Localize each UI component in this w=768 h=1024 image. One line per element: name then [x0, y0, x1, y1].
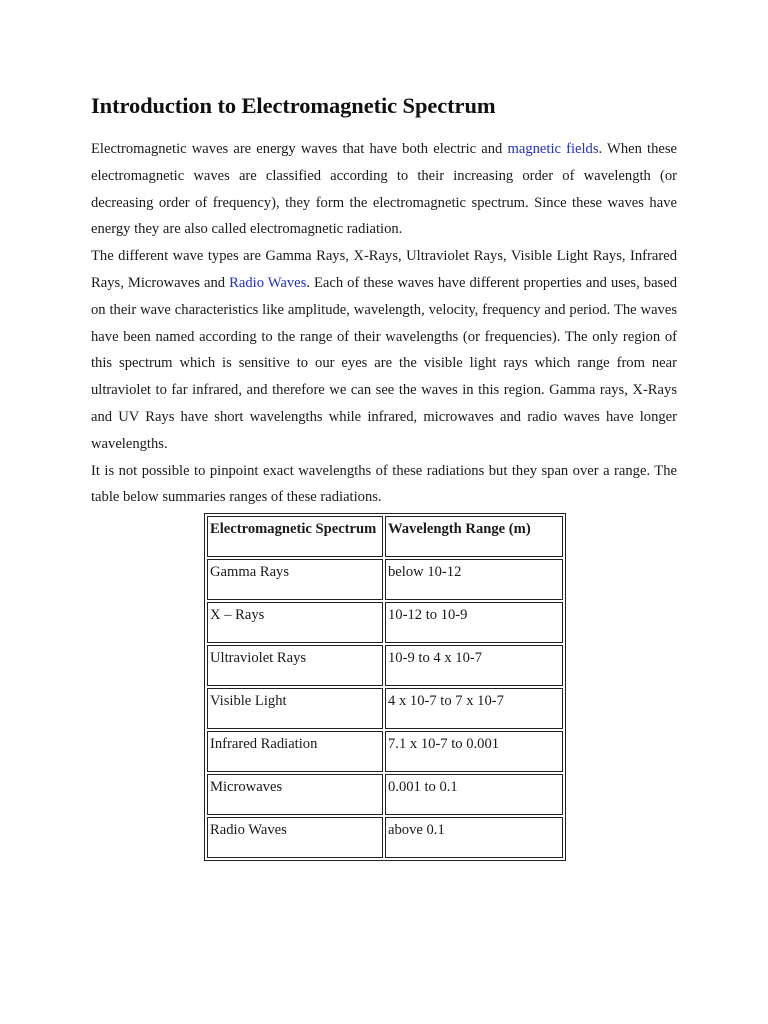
table-cell-spectrum: X – Rays: [207, 602, 383, 643]
table-row: [207, 559, 563, 600]
magnetic-fields-link[interactable]: magnetic fields: [507, 141, 599, 157]
table-cell-spectrum: Radio Waves: [207, 817, 383, 858]
table-row: [207, 602, 563, 643]
radio-waves-link[interactable]: Radio Waves: [229, 274, 307, 291]
paragraph-wave-types: [91, 243, 677, 457]
table-cell-range: 7.1 x 10-7 to 0.001: [385, 731, 563, 772]
page-title: Introduction to Electromagnetic Spectrum: [91, 93, 496, 118]
table-cell-range: 10-12 to 10-9: [385, 602, 563, 643]
paragraph-intro: [91, 136, 677, 243]
table-row: [207, 731, 563, 772]
table-cell-spectrum: Infrared Radiation: [207, 731, 383, 772]
paragraph-intro-text-2: . When these electromagnetic waves are classified according to their increasing order of wavelength (or decreasing order of frequency), they form the electromagnetic spectrum. Since these waves have energy they are also called electromagnetic radiation.: [91, 141, 678, 238]
table-cell-range: above 0.1: [385, 817, 563, 858]
paragraph-intro-text-1: Electromagnetic waves are energy waves that have both electric and: [91, 141, 508, 157]
paragraph-ranges: It is not possible to pinpoint exact wavelengths of these radiations but they span over a range. The table below summaries ranges of these radiations.: [91, 462, 677, 506]
table-cell-range: 10-9 to 4 x 10-7: [385, 645, 563, 686]
table-cell-spectrum: Gamma Rays: [207, 559, 383, 600]
paragraph-wave-types-text-1: The different wave types are Gamma Rays, X-Rays, Ultraviolet Rays, Visible Light Rays, Infrared Rays, Microwaves and: [91, 248, 677, 291]
table-cell-range: below 10-12: [385, 559, 563, 600]
document-body: [91, 92, 677, 511]
table-cell-spectrum: Visible Light: [207, 688, 383, 729]
table-cell-spectrum: Microwaves: [207, 774, 383, 815]
paragraph-wave-types-text-2: . Each of these waves have different properties and uses, based on their wave characteristics like amplitude, wavelength, velocity, frequency and period. The waves have been named according to the range of their wavelengths (or frequencies). The only region of this spectrum which is sensitive to our eyes are the visible light rays which range from near ultraviolet to far infrared, and therefore we can see the waves in this region. Gamma rays, X-Rays and UV Rays have short wavelengths while infrared, microwaves and radio waves have longer wavelengths.: [91, 274, 677, 452]
table-cell-spectrum: Ultraviolet Rays: [207, 645, 383, 686]
table-row: [207, 817, 563, 858]
table-cell-range: 4 x 10-7 to 7 x 10-7: [385, 688, 563, 729]
table-header-cell: Wavelength Range (m): [385, 516, 563, 557]
table-header-cell: Electromagnetic Spectrum: [207, 516, 383, 557]
table-row: [207, 645, 563, 686]
table-cell-range: 0.001 to 0.1: [385, 774, 563, 815]
table-row: [207, 774, 563, 815]
wavelength-table: [204, 513, 566, 861]
table-header-row: [207, 516, 563, 557]
table-row: [207, 688, 563, 729]
